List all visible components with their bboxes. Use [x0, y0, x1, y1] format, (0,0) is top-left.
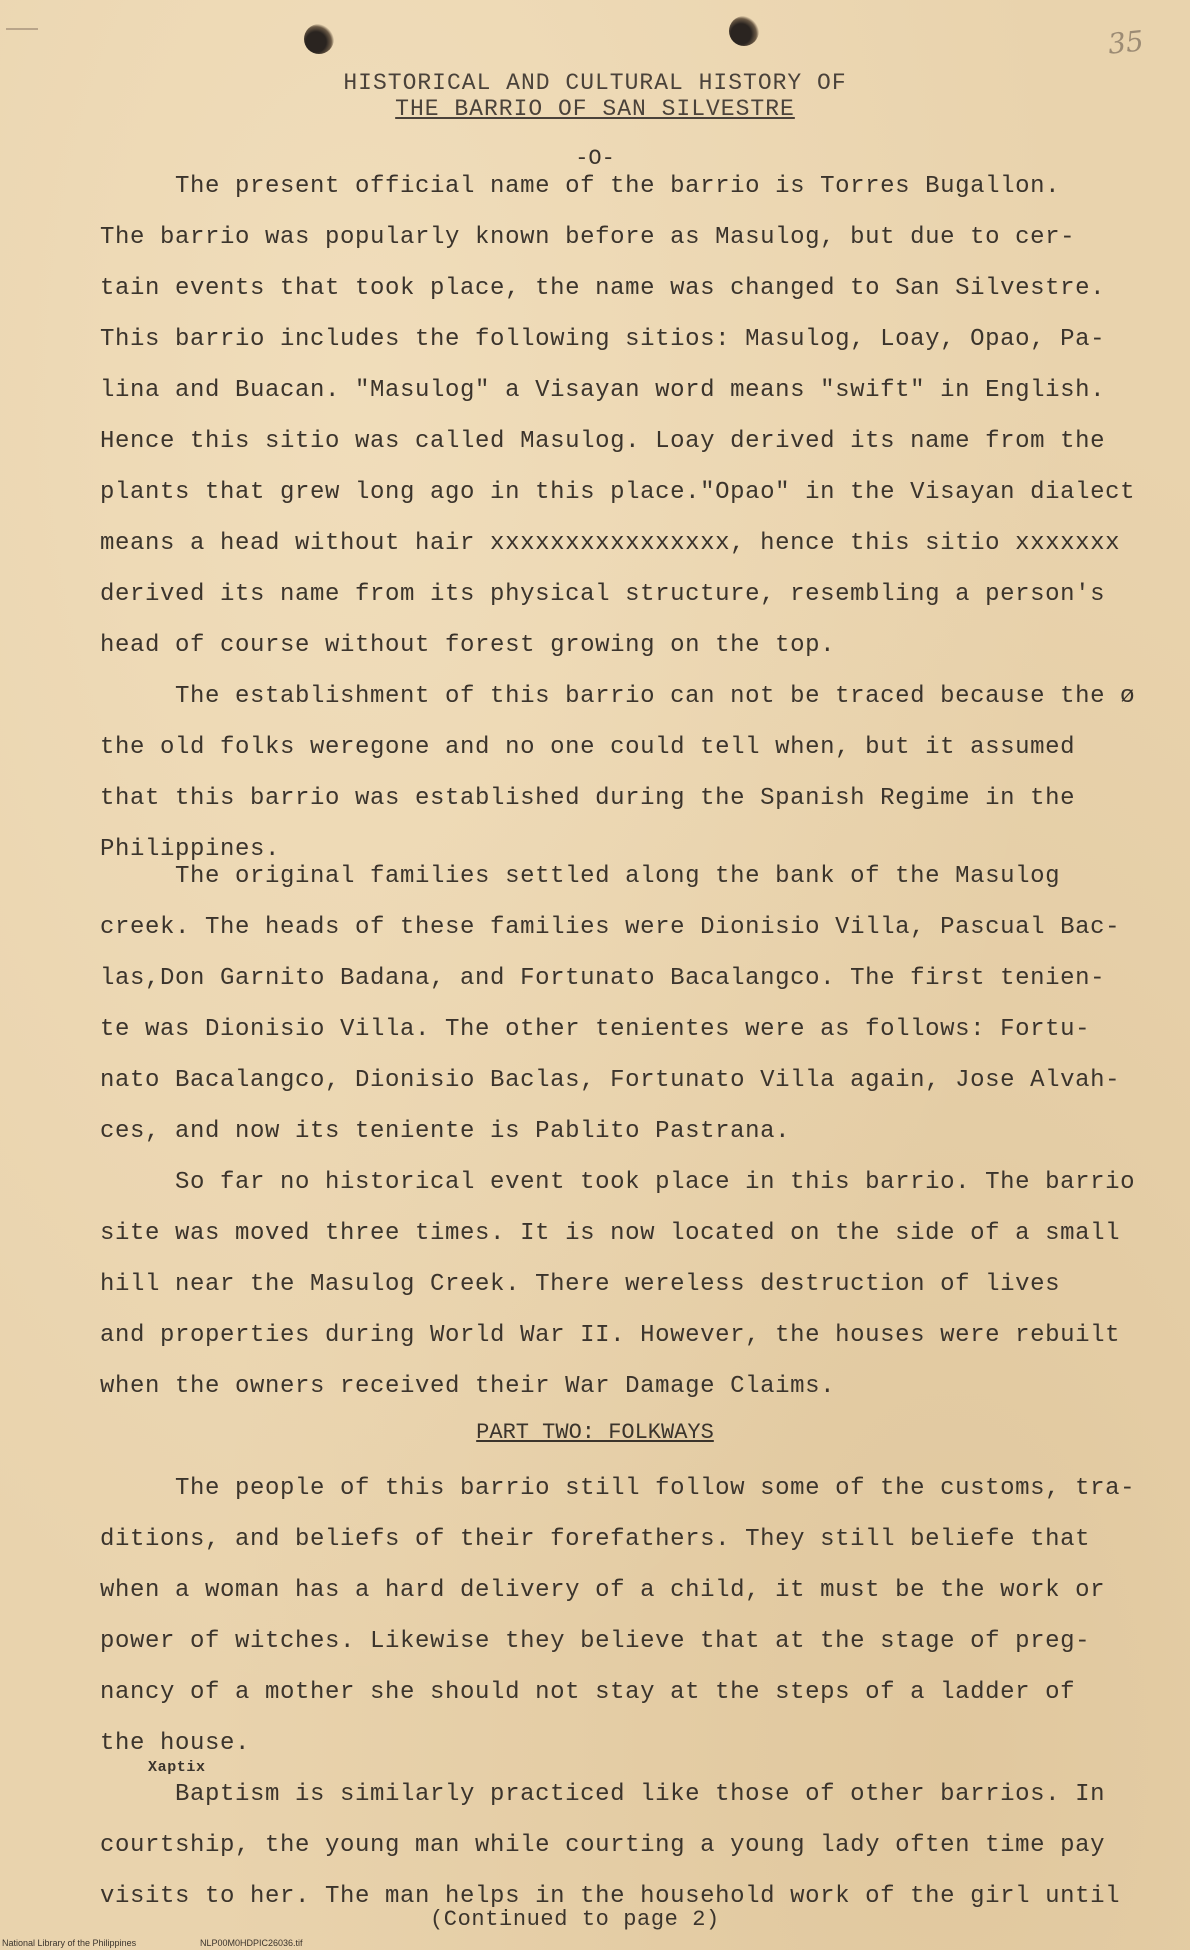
footer-library-label: National Library of the Philippines	[2, 1938, 137, 1948]
punch-hole-right	[729, 16, 759, 46]
corner-mark	[6, 28, 38, 30]
text-line: means a head without hair xxxxxxxxxxxxxxxx, hence this sitio xxxxxxx	[100, 530, 1121, 557]
text-line: nancy of a mother she should not stay at the steps of a ladder of	[100, 1679, 1076, 1706]
document-title-line-1: HISTORICAL AND CULTURAL HISTORY OF	[343, 70, 847, 96]
text-line: site was moved three times. It is now located on the side of a small	[100, 1220, 1121, 1247]
text-line: hill near the Masulog Creek. There wereless destruction of lives	[100, 1271, 1061, 1298]
text-line: This barrio includes the following sitios: Masulog, Loay, Opao, Pa-	[100, 326, 1106, 353]
text-line: tain events that took place, the name was changed to San Silvestre.	[100, 275, 1106, 302]
text-line: the house.	[100, 1730, 251, 1757]
continued-note: (Continued to page 2)	[430, 1907, 720, 1932]
text-line: the old folks weregone and no one could tell when, but it assumed	[100, 734, 1076, 761]
text-line: The present official name of the barrio is Torres Bugallon.	[100, 173, 1061, 200]
text-line: and properties during World War II. However, the houses were rebuilt	[100, 1322, 1121, 1349]
text-line: visits to her. The man helps in the household work of the girl until	[100, 1883, 1121, 1910]
text-line: derived its name from its physical structure, resembling a person's	[100, 581, 1106, 608]
text-line: The establishment of this barrio can not be traced because the ø	[100, 683, 1136, 710]
text-line: Xaptix	[100, 1759, 206, 1776]
section-heading-part-two: PART TWO: FOLKWAYS	[476, 1420, 714, 1445]
text-line: head of course without forest growing on the top.	[100, 632, 836, 659]
text-line: lina and Buacan. "Masulog" a Visayan word means "swift" in English.	[100, 377, 1106, 404]
text-line: The original families settled along the bank of the Masulog	[100, 863, 1061, 890]
text-line: The people of this barrio still follow some of the customs, tra-	[100, 1475, 1136, 1502]
text-line: power of witches. Likewise they believe that at the stage of preg-	[100, 1628, 1091, 1655]
text-line: when a woman has a hard delivery of a child, it must be the work or	[100, 1577, 1106, 1604]
text-line: that this barrio was established during the Spanish Regime in the	[100, 785, 1076, 812]
text-line: courtship, the young man while courting a young lady often time pay	[100, 1832, 1106, 1859]
title-divider: -O-	[575, 146, 615, 171]
text-line: te was Dionisio Villa. The other tenientes were as follows: Fortu-	[100, 1016, 1091, 1043]
text-line: ces, and now its teniente is Pablito Pastrana.	[100, 1118, 791, 1145]
text-line: when the owners received their War Damage Claims.	[100, 1373, 836, 1400]
text-line: Hence this sitio was called Masulog. Loay derived its name from the	[100, 428, 1106, 455]
footer-file-label: NLP00M0HDPIC26036.tif	[200, 1938, 303, 1948]
text-line: Baptism is similarly practiced like those of other barrios. In	[100, 1781, 1106, 1808]
text-line: plants that grew long ago in this place."Opao" in the Visayan dialect	[100, 479, 1136, 506]
page-number: 35	[1106, 24, 1146, 61]
text-line: Philippines.	[100, 836, 281, 863]
text-line: So far no historical event took place in this barrio. The barrio	[100, 1169, 1136, 1196]
text-line: nato Bacalangco, Dionisio Baclas, Fortunato Villa again, Jose Alvah-	[100, 1067, 1121, 1094]
text-line: The barrio was popularly known before as Masulog, but due to cer-	[100, 224, 1076, 251]
punch-hole-left	[304, 24, 334, 54]
text-line: las,Don Garnito Badana, and Fortunato Bacalangco. The first tenien-	[100, 965, 1106, 992]
text-line: creek. The heads of these families were Dionisio Villa, Pascual Bac-	[100, 914, 1121, 941]
document-title-line-2: THE BARRIO OF SAN SILVESTRE	[395, 96, 795, 122]
text-line: ditions, and beliefs of their forefathers. They still beliefe that	[100, 1526, 1091, 1553]
